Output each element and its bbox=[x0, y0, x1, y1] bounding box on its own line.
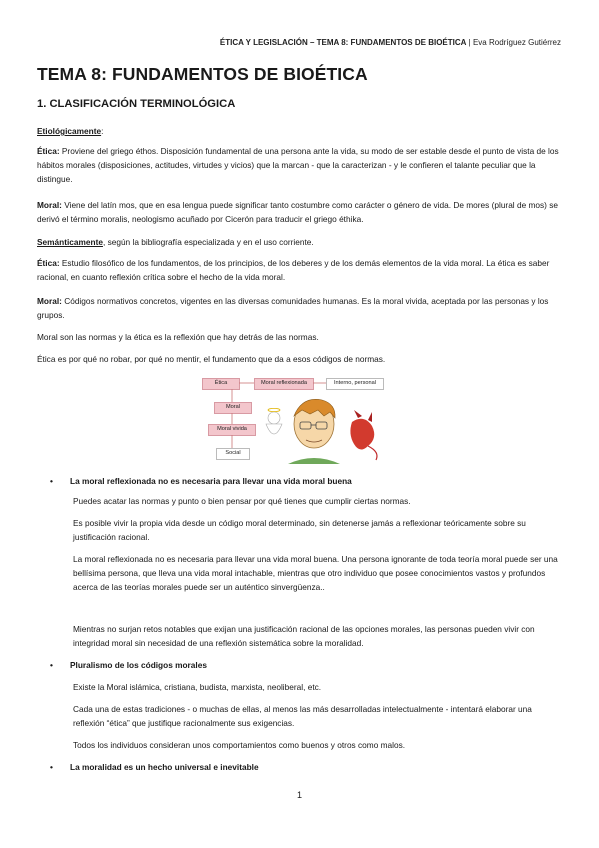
figure-illustration bbox=[202, 374, 398, 464]
header-author: | Eva Rodríguez Gutiérrez bbox=[468, 38, 561, 47]
etiologicamente-colon: : bbox=[101, 126, 104, 136]
moral-etymology-text: Viene del latín mos, que en esa lengua puede significar tanto costumbre como carácter o género de vida. De mores (plural de mos) se derivó el término moralis, neologismo acuñado por Cicerón para traducir el griego éthika. bbox=[37, 200, 558, 224]
b1-paragraph-2: Es posible vivir la propia vida desde un código moral determinado, sin detenerse jamás a reflexionar teóricamente sobre su justificación racional. bbox=[73, 518, 526, 542]
figure-box-etica: Ética bbox=[202, 378, 240, 390]
b1-paragraph-1: Puedes acatar las normas y punto o bien pensar por qué tienes que cumplir ciertas normas. bbox=[73, 496, 411, 506]
etica-semantic bbox=[37, 256, 564, 284]
moral-semantic-label: Moral: bbox=[37, 296, 62, 306]
section-heading: 1. CLASIFICACIÓN TERMINOLÓGICA bbox=[37, 98, 236, 110]
figure-box-interno-personal: Interno, personal bbox=[326, 378, 384, 390]
figure-box-moral-reflexionada: Moral reflexionada bbox=[254, 378, 314, 390]
b2-paragraph-3: Todos los individuos consideran unos comportamientos como buenos y otros como malos. bbox=[73, 740, 406, 750]
moral-semantic bbox=[37, 294, 564, 322]
figure-box-moral: Moral bbox=[214, 402, 252, 414]
semanticamente-label: Semánticamente bbox=[37, 237, 103, 247]
figure-box-moral-vivida: Moral vivida bbox=[208, 424, 256, 436]
header-subject: ÉTICA Y LEGISLACIÓN – TEMA 8: FUNDAMENTOS DE BIOÉTICA bbox=[219, 38, 467, 47]
b1-paragraph-4: Mientras no surjan retos notables que exijan una justificación racional de las opciones morales, las personas pueden vivir con integridad moral sin necesidad de una reflexión sistemática sobre la moralidad. bbox=[73, 624, 535, 648]
semanticamente-text: , según la bibliografía especializada y en el uso corriente. bbox=[102, 237, 314, 247]
etica-etymology-text: Proviene del griego éthos. Disposición fundamental de una persona ante la vida, su modo de ser estable desde el punto de vista de los hábitos morales (disposiciones, actitudes, virtudes y vicios) que la marcan - que la caracterizan - y le confieren el talante peculiar que la distingue. bbox=[37, 146, 559, 184]
moral-etymology bbox=[37, 198, 564, 226]
semanticamente-line bbox=[37, 235, 564, 249]
moral-label: Moral: bbox=[37, 200, 62, 210]
etica-semantic-label: Ética: bbox=[37, 258, 60, 268]
bullet-moral-reflexionada bbox=[50, 476, 352, 486]
bullet-dot: • bbox=[50, 476, 53, 486]
etica-label: Ética: bbox=[37, 146, 60, 156]
b2-paragraph-2: Cada una de estas tradiciones - o muchas de ellas, al menos las más desarrolladas intelectualmente - intentará elaborar una reflexión “ética” que justifique racionalmente sus exigencias. bbox=[73, 704, 532, 728]
etica-etymology bbox=[37, 144, 564, 186]
b2-paragraph-1: Existe la Moral islámica, cristiana, budista, marxista, neoliberal, etc. bbox=[73, 682, 322, 692]
bullet-text: Pluralismo de los códigos morales bbox=[70, 660, 207, 670]
etica-semantic-text: Estudio filosófico de los fundamentos, de los principios, de los deberes y de los demás elementos de la vida moral. La ética es saber racional, en cuanto reflexión crítica sobre el hecho de la vida moral. bbox=[37, 258, 550, 282]
moral-semantic-text: Códigos normativos concretos, vigentes en las diversas comunidades humanas. Es la moral vivida, aceptada por las personas y los grupos. bbox=[37, 296, 549, 320]
paragraph-normas: Moral son las normas y la ética es la reflexión que hay detrás de las normas. bbox=[37, 332, 319, 342]
bullet-pluralismo bbox=[50, 660, 207, 670]
page-title: TEMA 8: FUNDAMENTOS DE BIOÉTICA bbox=[37, 64, 368, 84]
ethics-moral-figure bbox=[202, 374, 398, 464]
bullet-dot: • bbox=[50, 660, 53, 670]
bullet-text: La moral reflexionada no es necesaria para llevar una vida moral buena bbox=[70, 476, 352, 486]
bullet-dot: • bbox=[50, 762, 53, 772]
etiologicamente-label: Etiológicamente bbox=[37, 126, 102, 136]
figure-box-social: Social bbox=[216, 448, 250, 460]
etiologicamente-heading bbox=[37, 124, 564, 138]
running-header bbox=[220, 38, 561, 47]
bullet-moralidad-universal bbox=[50, 762, 259, 772]
bullet-text: La moralidad es un hecho universal e inevitable bbox=[70, 762, 259, 772]
page-number: 1 bbox=[296, 790, 302, 800]
paragraph-robar: Ética es por qué no robar, por qué no mentir, el fundamento que da a esos códigos de normas. bbox=[37, 354, 386, 364]
b1-paragraph-3: La moral reflexionada no es necesaria para llevar una vida moral buena. Una persona ignorante de toda teoría moral puede ser una bellísima persona, que lleva una vida moral intachable, mientras que otro individuo que posee conocimientos vastos y profundos acerca de las teorías morales puede ser un auténtico sinvergüenza.. bbox=[73, 554, 558, 592]
